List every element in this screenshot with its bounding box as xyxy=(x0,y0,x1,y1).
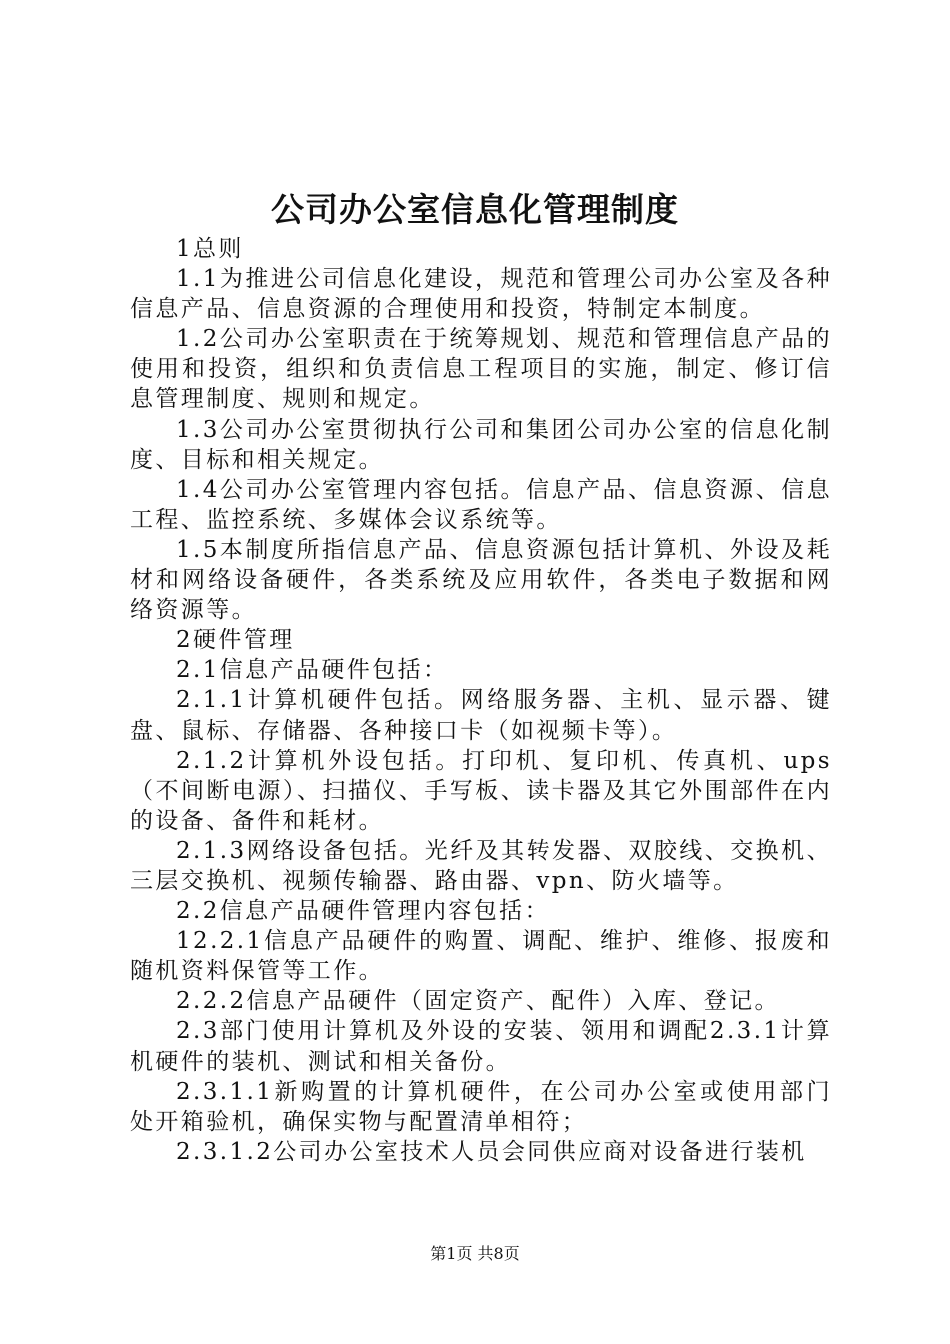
paragraph: 2.1.1计算机硬件包括。网络服务器、主机、显示器、键盘、鼠标、存储器、各种接口卡（如视频卡等）。 xyxy=(130,687,832,744)
paragraph: 1.4公司办公室管理内容包括。信息产品、信息资源、信息工程、监控系统、多媒体会议系统等。 xyxy=(130,476,832,533)
paragraph: 2.3.1.2公司办公室技术人员会同供应商对设备进行装机 xyxy=(176,1138,807,1165)
paragraph: 2硬件管理 xyxy=(176,627,295,654)
paragraph: 2.3部门使用计算机及外设的安装、领用和调配2.3.1计算机硬件的装机、测试和相关备份。 xyxy=(130,1018,832,1075)
paragraph: 2.2.2信息产品硬件（固定资产、配件）入库、登记。 xyxy=(176,988,780,1015)
paragraph: 1.1为推进公司信息化建设，规范和管理公司办公室及各种信息产品、信息资源的合理使用和投资，特制定本制度。 xyxy=(130,266,832,323)
paragraph: 2.2信息产品硬件管理内容包括： xyxy=(176,898,550,925)
page-footer: 第1页 共8页 xyxy=(430,1244,520,1263)
paragraph: 1总则 xyxy=(176,236,244,262)
paragraph: 2.1.3网络设备包括。光纤及其转发器、双胶线、交换机、三层交换机、视频传输器、路由器、vpn、防火墙等。 xyxy=(130,837,832,894)
document-body xyxy=(130,234,832,1167)
document-title: 公司办公室信息化管理制度 xyxy=(271,190,679,229)
paragraph: 2.1.2计算机外设包括。打印机、复印机、传真机、ups（不间断电源）、扫描仪、手写板、读卡器及其它外围部件在内的设备、备件和耗材。 xyxy=(130,747,832,834)
paragraph: 1.3公司办公室贯彻执行公司和集团公司办公室的信息化制度、目标和相关规定。 xyxy=(130,416,832,473)
paragraph: 2.1信息产品硬件包括： xyxy=(176,657,449,684)
paragraph: 12.2.1信息产品硬件的购置、调配、维护、维修、报废和随机资料保管等工作。 xyxy=(130,928,832,985)
paragraph: 1.2公司办公室职责在于统筹规划、规范和管理信息产品的使用和投资，组织和负责信息工程项目的实施，制定、修订信息管理制度、规则和规定。 xyxy=(130,326,832,413)
paragraph: 2.3.1.1新购置的计算机硬件，在公司办公室或使用部门处开箱验机，确保实物与配置清单相符； xyxy=(130,1078,832,1135)
paragraph: 1.5本制度所指信息产品、信息资源包括计算机、外设及耗材和网络设备硬件，各类系统及应用软件，各类电子数据和网络资源等。 xyxy=(130,536,832,624)
